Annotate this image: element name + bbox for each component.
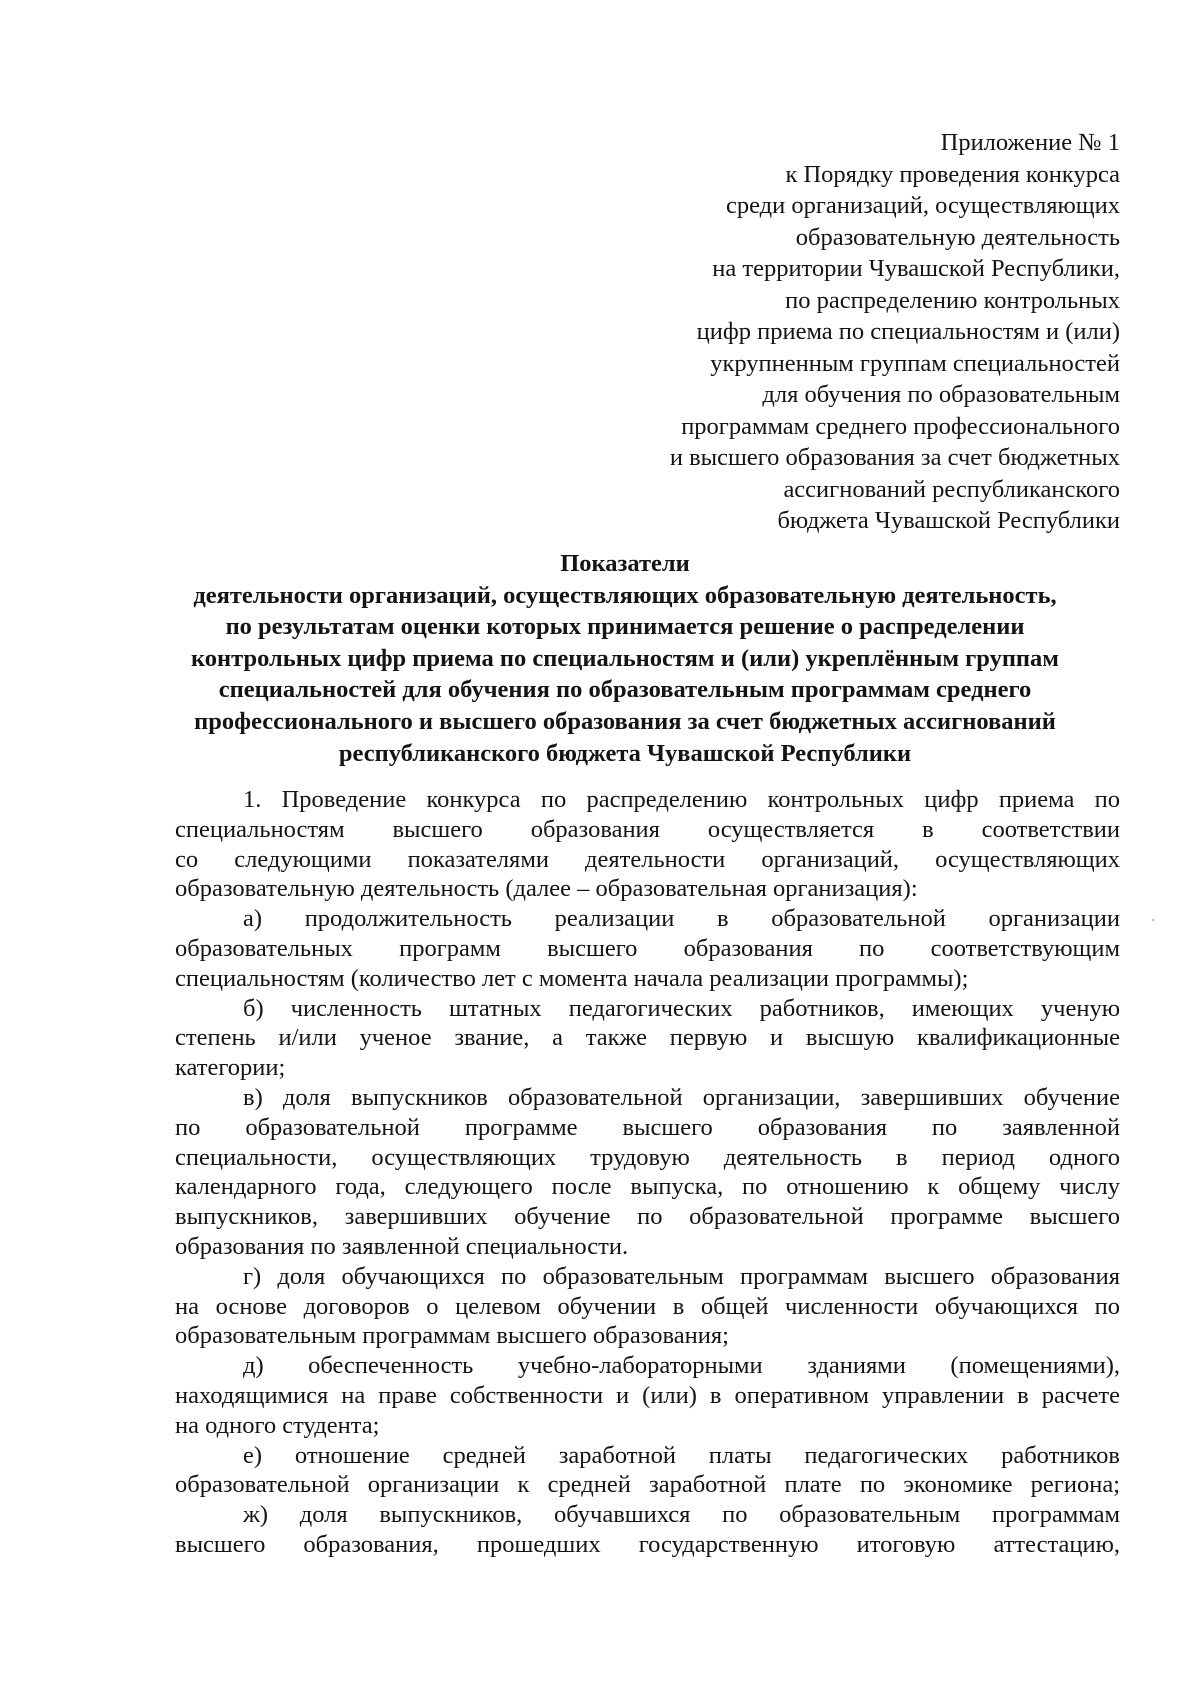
body-text <box>175 785 1120 1560</box>
paragraph-line: по образовательной программе высшего образования по заявленной <box>175 1113 1120 1141</box>
paragraph-line: со следующими показателями деятельности организаций, осуществляющих <box>175 845 1120 873</box>
paragraph-line: д) обеспеченность учебно-лабораторными зданиями (помещениями), <box>243 1352 1120 1380</box>
paragraph-line: б) численность штатных педагогических работников, имеющих ученую <box>243 994 1120 1022</box>
paragraph-line: образовательным программам высшего образования; <box>175 1322 729 1350</box>
title-line: республиканского бюджета Чувашской Республики <box>338 739 912 767</box>
document-title <box>150 548 1100 769</box>
annex-line: к Порядку проведения конкурса <box>785 160 1120 188</box>
paragraph-line: образовательной организации к средней заработной плате по экономике региона; <box>175 1471 1120 1499</box>
annex-line: программам среднего профессионального <box>681 412 1120 440</box>
paragraph-line: образования по заявленной специальности. <box>175 1232 629 1260</box>
paragraph-line: на одного студента; <box>175 1411 380 1439</box>
annex-line: на территории Чувашской Республики, <box>712 255 1120 282</box>
title-line: Показатели <box>560 550 690 577</box>
paragraph-line: г) доля обучающихся по образовательным программам высшего образования <box>243 1262 1120 1290</box>
paragraph-line: е) отношение средней заработной платы педагогических работников <box>243 1441 1120 1469</box>
annex-line: по распределению контрольных <box>785 286 1120 314</box>
annex-line: и высшего образования за счет бюджетных <box>669 444 1120 471</box>
paragraph-line: календарного года, следующего после выпуска, по отношению к общему числу <box>175 1173 1120 1201</box>
paragraph-line: ж) доля выпускников, обучавшихся по образовательным программам <box>243 1501 1120 1529</box>
annex-line: среди организаций, осуществляющих <box>725 192 1120 219</box>
title-line: деятельности организаций, осуществляющих образовательную деятельность, <box>193 581 1057 609</box>
annex-line: Приложение № 1 <box>940 129 1120 156</box>
paragraph-line: выпускников, завершивших обучение по образовательной программе высшего <box>175 1203 1120 1231</box>
title-line: контрольных цифр приема по специальностям и (или) укреплённым группам <box>191 644 1059 672</box>
paragraph-line: специальностям (количество лет с момента начала реализации программы); <box>175 964 969 992</box>
title-line: профессионального и высшего образования за счет бюджетных ассигнований <box>194 707 1056 735</box>
paragraph-line: а) продолжительность реализации в образовательной организации <box>243 905 1120 933</box>
paragraph-line: степень и/или ученое звание, а также первую и высшую квалификационные <box>175 1024 1120 1052</box>
annex-line: укрупненным группам специальностей <box>710 349 1120 377</box>
scan-speck <box>1152 919 1154 921</box>
paragraph-line: образовательных программ высшего образования по соответствующим <box>175 934 1120 962</box>
paragraph-line: высшего образования, прошедших государственную итоговую аттестацию, <box>175 1530 1120 1558</box>
paragraph-line: 1. Проведение конкурса по распределению контрольных цифр приема по <box>243 786 1120 813</box>
paragraph-line: в) доля выпускников образовательной организации, завершивших обучение <box>243 1083 1120 1111</box>
title-line: по результатам оценки которых принимается решение о распределении <box>225 613 1025 641</box>
annex-line: цифр приема по специальностям и (или) <box>696 318 1120 345</box>
paragraph-line: находящимися на праве собственности и (или) в оперативном управлении в расчете <box>175 1381 1120 1409</box>
annex-line: ассигнований республиканского <box>783 475 1120 503</box>
annex-reference <box>560 127 1120 537</box>
paragraph-line: специальностям высшего образования осуществляется в соответствии <box>175 815 1120 843</box>
paragraph-line: категории; <box>175 1054 286 1082</box>
paragraph-line: специальности, осуществляющих трудовую деятельность в период одного <box>175 1143 1120 1171</box>
paragraph-line: образовательную деятельность (далее – образовательная организация): <box>175 875 918 903</box>
annex-line: образовательную деятельность <box>795 223 1120 251</box>
paragraph-line: на основе договоров о целевом обучении в общей численности обучающихся по <box>175 1292 1120 1320</box>
annex-line: бюджета Чувашской Республики <box>777 507 1120 534</box>
title-line: специальностей для обучения по образовательным программам среднего <box>218 676 1032 704</box>
annex-line: для обучения по образовательным <box>762 381 1120 408</box>
